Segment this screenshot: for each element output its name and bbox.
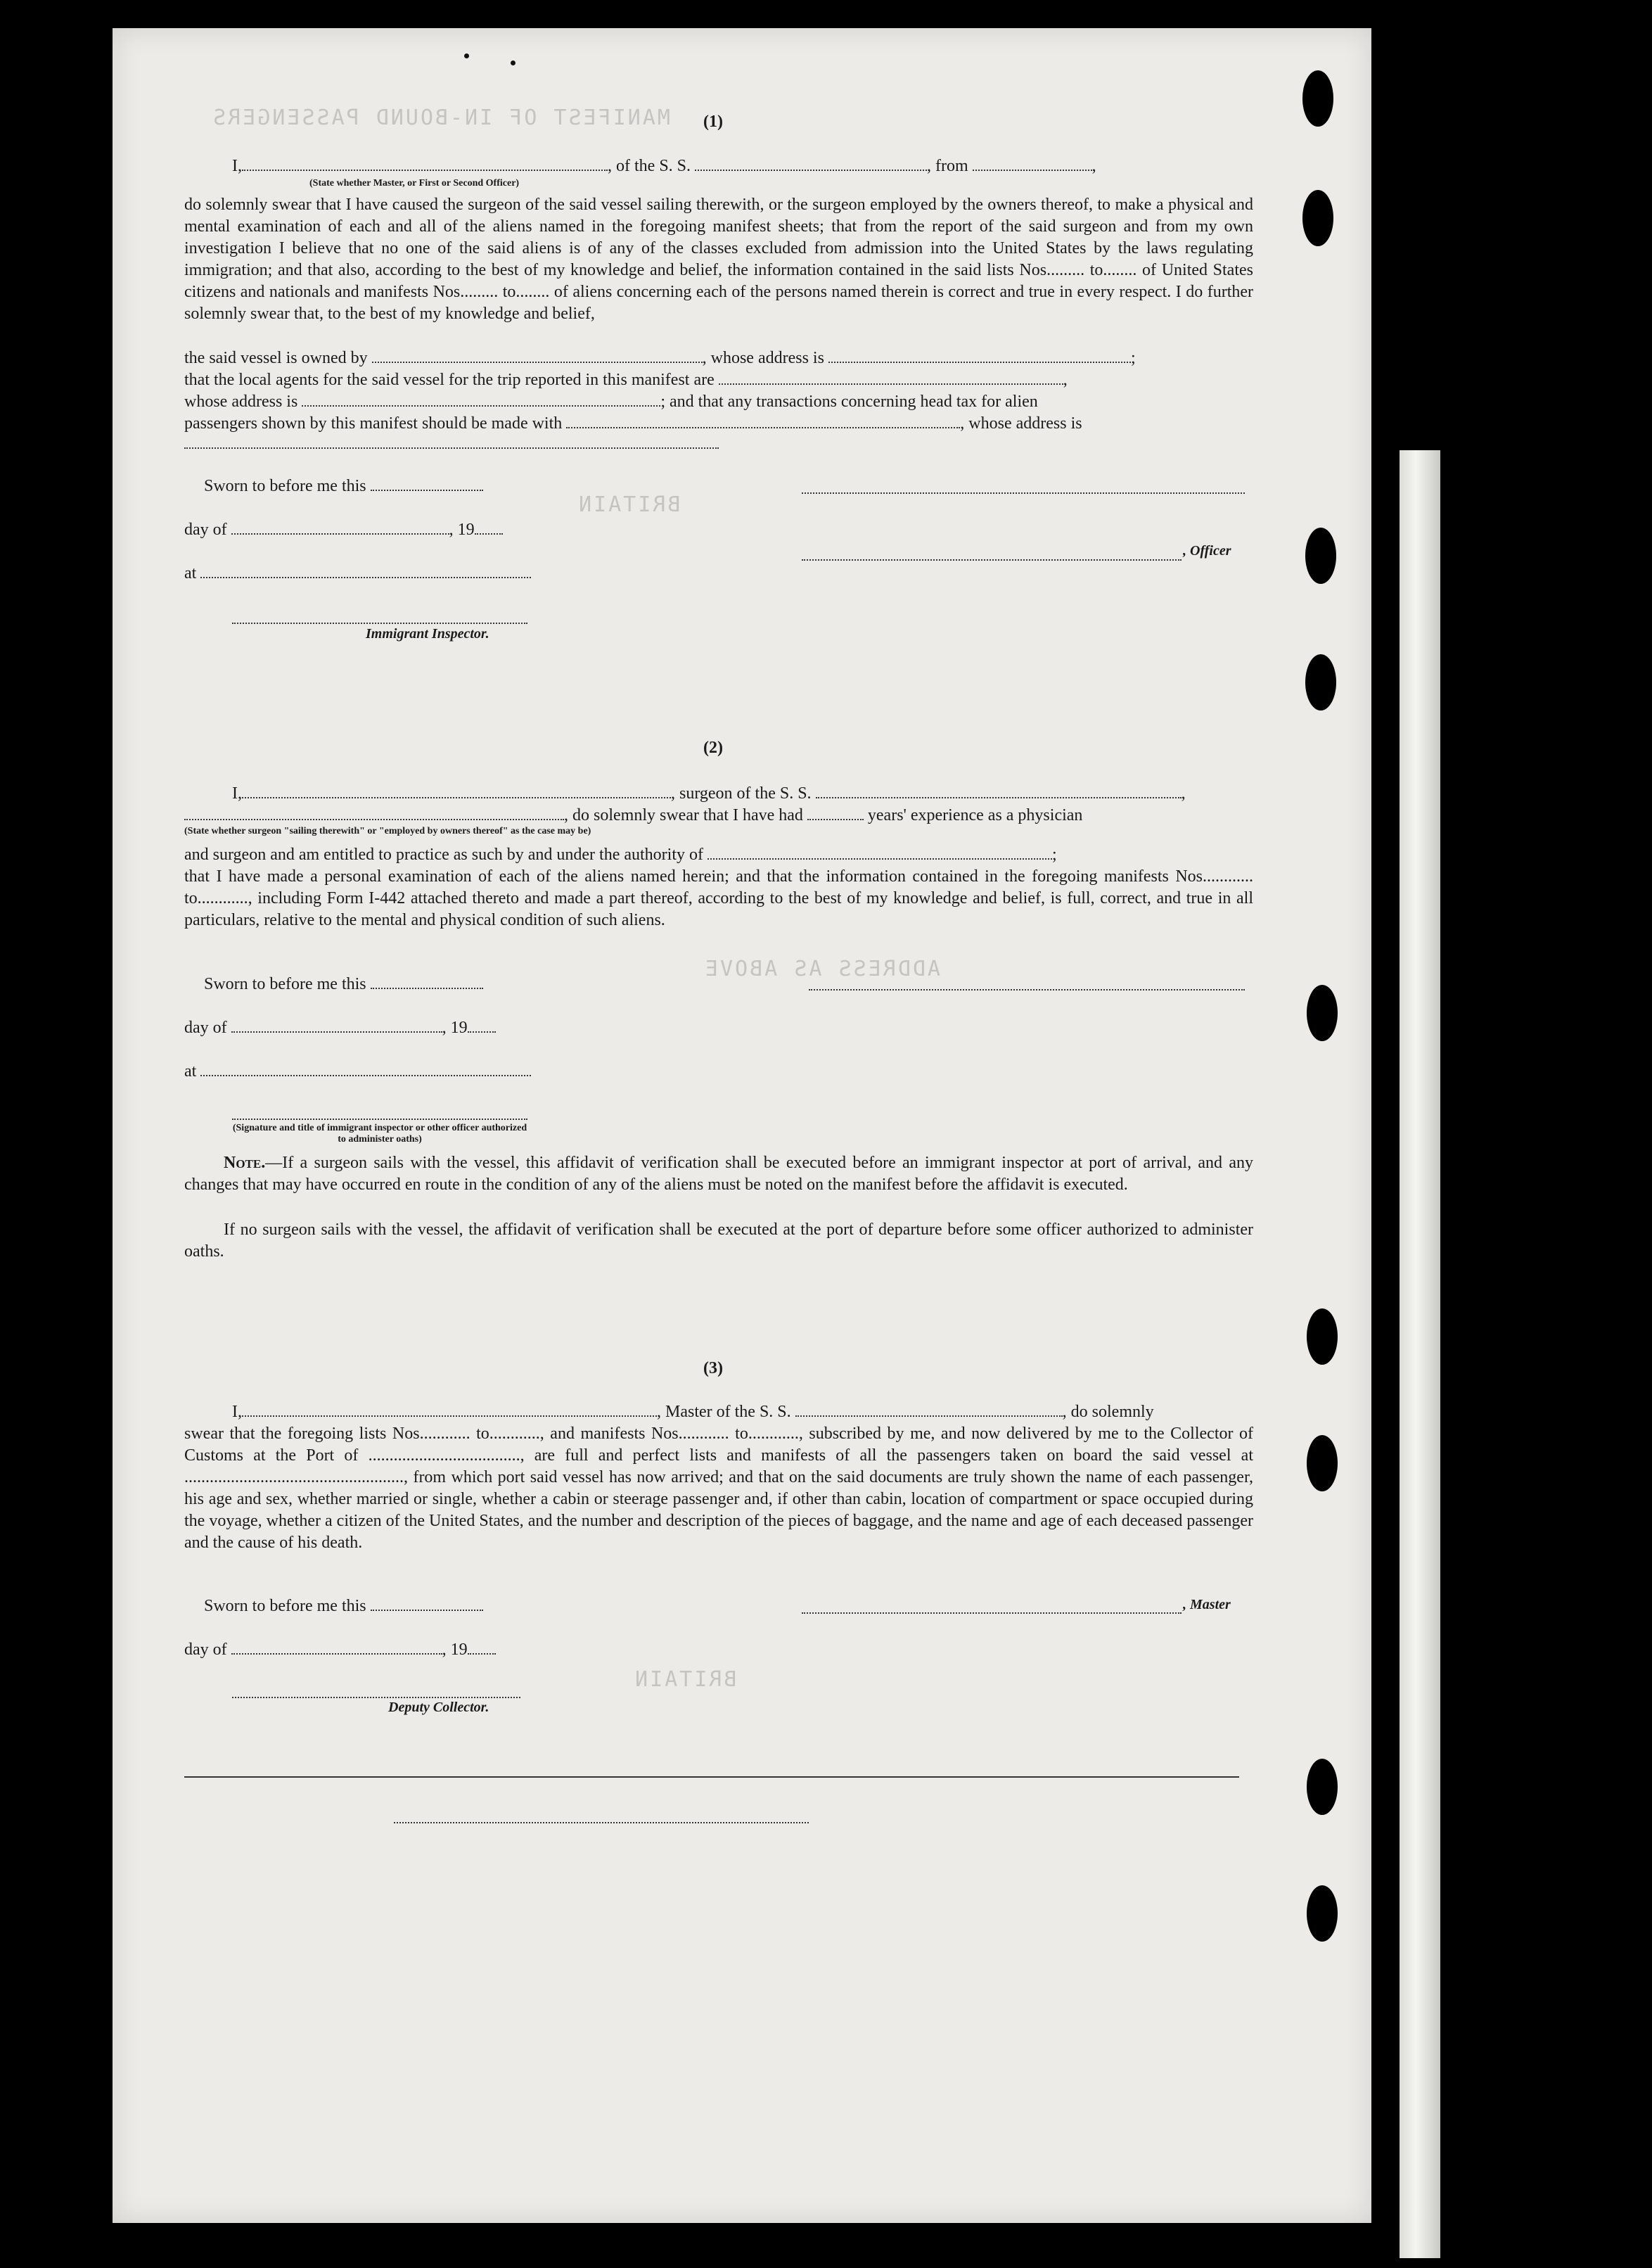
master-signature-line[interactable] bbox=[802, 1612, 1182, 1614]
year-blank[interactable] bbox=[468, 1019, 496, 1033]
punch-hole bbox=[1307, 1308, 1338, 1365]
owner-name-blank[interactable] bbox=[372, 349, 703, 363]
authority-blank[interactable] bbox=[707, 846, 1052, 860]
month-blank[interactable] bbox=[231, 1641, 442, 1655]
surgeon-signature-line[interactable] bbox=[809, 989, 1245, 990]
punch-hole bbox=[1307, 985, 1338, 1041]
paper-edge-strip bbox=[1400, 450, 1440, 2258]
officer-name-blank[interactable] bbox=[242, 157, 608, 171]
collector-title: Deputy Collector. bbox=[388, 1700, 489, 1715]
surgeon-vessel-blank[interactable] bbox=[816, 784, 1182, 798]
officer-signature-line[interactable] bbox=[802, 559, 1182, 561]
section-1-officer-line: I, , of the S. S. , from , bbox=[232, 157, 1096, 175]
month-blank[interactable] bbox=[231, 521, 449, 535]
officer-title: , Officer bbox=[1183, 543, 1231, 559]
bleed-through-text: BRITAIN bbox=[577, 492, 681, 517]
bleed-through-text: ADDRESS AS ABOVE bbox=[703, 957, 940, 981]
punch-hole bbox=[1307, 1759, 1338, 1815]
section-2-surgeon-line: I, , surgeon of the S. S. , bbox=[232, 784, 1186, 803]
punch-hole bbox=[1302, 70, 1333, 127]
section-2-experience-line: , do solemnly swear that I have had years' experience as a physician bbox=[184, 805, 1082, 827]
sworn-date-blank[interactable] bbox=[371, 1597, 483, 1611]
departure-port-blank[interactable] bbox=[973, 157, 1092, 171]
section-1-at-line: at bbox=[184, 563, 531, 585]
section-1-sworn-line: Sworn to before me this bbox=[204, 476, 483, 497]
surgeon-note-2: If no surgeon sails with the vessel, the affidavit of verification shall be executed at the port of departure before some officer authorized to administer oaths. bbox=[184, 1221, 1253, 1261]
section-3-heading: (3) bbox=[703, 1359, 723, 1377]
inspector-signature-caption: (Signature and title of immigrant inspector or other officer authorized to administer oaths) bbox=[232, 1123, 527, 1145]
location-blank[interactable] bbox=[200, 1062, 531, 1076]
punch-hole bbox=[1305, 654, 1336, 711]
section-2-sworn-line: Sworn to before me this bbox=[204, 974, 483, 995]
surgeon-caption: (State whether surgeon "sailing therewith" or "employed by owners thereof" as the case may be) bbox=[184, 826, 591, 836]
location-blank[interactable] bbox=[200, 564, 531, 578]
master-vessel-blank[interactable] bbox=[795, 1403, 1063, 1417]
month-blank[interactable] bbox=[231, 1019, 442, 1033]
inspector-title: Immigrant Inspector. bbox=[366, 626, 489, 642]
sworn-date-blank[interactable] bbox=[371, 975, 483, 989]
punch-hole bbox=[1307, 1435, 1338, 1491]
surgeon-note: Note.—If a surgeon sails with the vessel, this affidavit of verification shall be executed before an immigrant inspector at port of arrival, and any changes that may have occurred en route in the condition of any of the aliens must be noted on the manifest before the affidavit is executed. bbox=[184, 1154, 1253, 1194]
punch-hole bbox=[1302, 190, 1333, 246]
years-experience-blank[interactable] bbox=[807, 806, 864, 820]
bleed-through-text: BRITAIN bbox=[633, 1667, 737, 1692]
surgeon-status-blank[interactable] bbox=[184, 806, 564, 820]
section-2-at-line: at bbox=[184, 1061, 531, 1083]
head-tax-agent-blank[interactable] bbox=[566, 414, 960, 428]
master-name-blank[interactable] bbox=[242, 1403, 657, 1417]
section-3-master-line: I, , Master of the S. S. , do solemnly bbox=[232, 1403, 1154, 1421]
punch-hole bbox=[1307, 1885, 1338, 1942]
year-blank[interactable] bbox=[475, 521, 503, 535]
section-2-heading: (2) bbox=[703, 739, 723, 757]
sworn-date-blank[interactable] bbox=[371, 477, 483, 491]
agents-address-blank[interactable] bbox=[302, 393, 660, 407]
local-agents-blank[interactable] bbox=[719, 371, 1063, 385]
note-label: Note. bbox=[224, 1154, 266, 1172]
head-tax-address-blank[interactable] bbox=[184, 447, 719, 449]
master-title: , Master bbox=[1183, 1597, 1231, 1612]
section-3-sworn-line: Sworn to before me this bbox=[204, 1595, 483, 1617]
section-3-day-line: day of , 19 bbox=[184, 1639, 496, 1661]
agents-address-line: whose address is ; and that any transactions concerning head tax for alien bbox=[184, 393, 1038, 411]
punch-hole bbox=[1305, 528, 1336, 584]
ink-dot bbox=[464, 53, 469, 58]
year-blank[interactable] bbox=[468, 1641, 496, 1655]
officer-signature-line[interactable] bbox=[802, 492, 1245, 494]
collector-signature-line[interactable] bbox=[232, 1697, 520, 1698]
vessel-name-blank[interactable] bbox=[695, 157, 927, 171]
section-1-day-line: day of , 19 bbox=[184, 519, 503, 541]
surgeon-name-blank[interactable] bbox=[242, 784, 671, 798]
vessel-owner-line: the said vessel is owned by , whose address is ; bbox=[184, 349, 1136, 367]
bleed-through-text: MANIFEST OF IN-BOUND PASSENGERS bbox=[211, 106, 670, 130]
section-3-paragraph: swear that the foregoing lists Nos............ to............, and manifests Nos............ to............, subscribed by me, and now delivered by me to the Collector of Customs at the Port of ...................................., are full and perfect lists and manifests of all the passengers taken on board the said vessel at ...................................................., from which port said vessel has now arrived; and that on the said documents are truly shown the name of each passenger, his age and sex, whether married or single, whether a cabin or steerage passenger and, if other than cabin, location of compartment or space occupied during the voyage, whether a citizen of the United States, and the number and description of the pieces of baggage, and the name and age of each deceased passenger and the cause of his death. bbox=[184, 1425, 1253, 1552]
owner-address-blank[interactable] bbox=[828, 349, 1131, 363]
local-agents-line: that the local agents for the said vessel for the trip reported in this manifest are , bbox=[184, 371, 1068, 389]
section-1-paragraph: do solemnly swear that I have caused the surgeon of the said vessel sailing therewith, or the surgeon employed by the owners thereof, to make a physical and mental examination of each and all of the aliens named in the foregoing manifest sheets; that from the report of the said surgeon and from my own investigation I believe that no one of the said aliens is of any of the classes excluded from admission into the United States by the laws regulating immigration; and that also, according to the best of my knowledge and belief, the information contained in the said lists Nos......... to........ of United States citizens and nationals and manifests Nos......... to........ of aliens concerning each of the persons named therein is correct and true in every respect. I do further solemnly swear that, to the best of my knowledge and belief, bbox=[184, 196, 1253, 323]
ink-dot bbox=[511, 60, 516, 65]
section-2-day-line: day of , 19 bbox=[184, 1017, 496, 1039]
inspector-signature-line[interactable] bbox=[232, 1119, 527, 1120]
bottom-rule bbox=[184, 1776, 1239, 1778]
section-1-heading: (1) bbox=[703, 113, 723, 131]
head-tax-line: passengers shown by this manifest should be made with , whose address is bbox=[184, 414, 1082, 433]
section-2-authority-line: and surgeon and am entitled to practice as such by and under the authority of ; bbox=[184, 846, 1057, 864]
inspector-signature-line[interactable] bbox=[232, 623, 527, 624]
officer-caption: (State whether Master, or First or Second Officer) bbox=[309, 178, 520, 189]
section-2-paragraph: that I have made a personal examination of each of the aliens named herein; and that the information contained in the foregoing manifests Nos............ to............, including Form I-442 attached thereto and made a part thereof, according to the best of my knowledge and belief, is full, correct, and true in all particulars, relative to the mental and physical condition of such aliens. bbox=[184, 867, 1253, 929]
bottom-dotted-line bbox=[394, 1822, 809, 1823]
